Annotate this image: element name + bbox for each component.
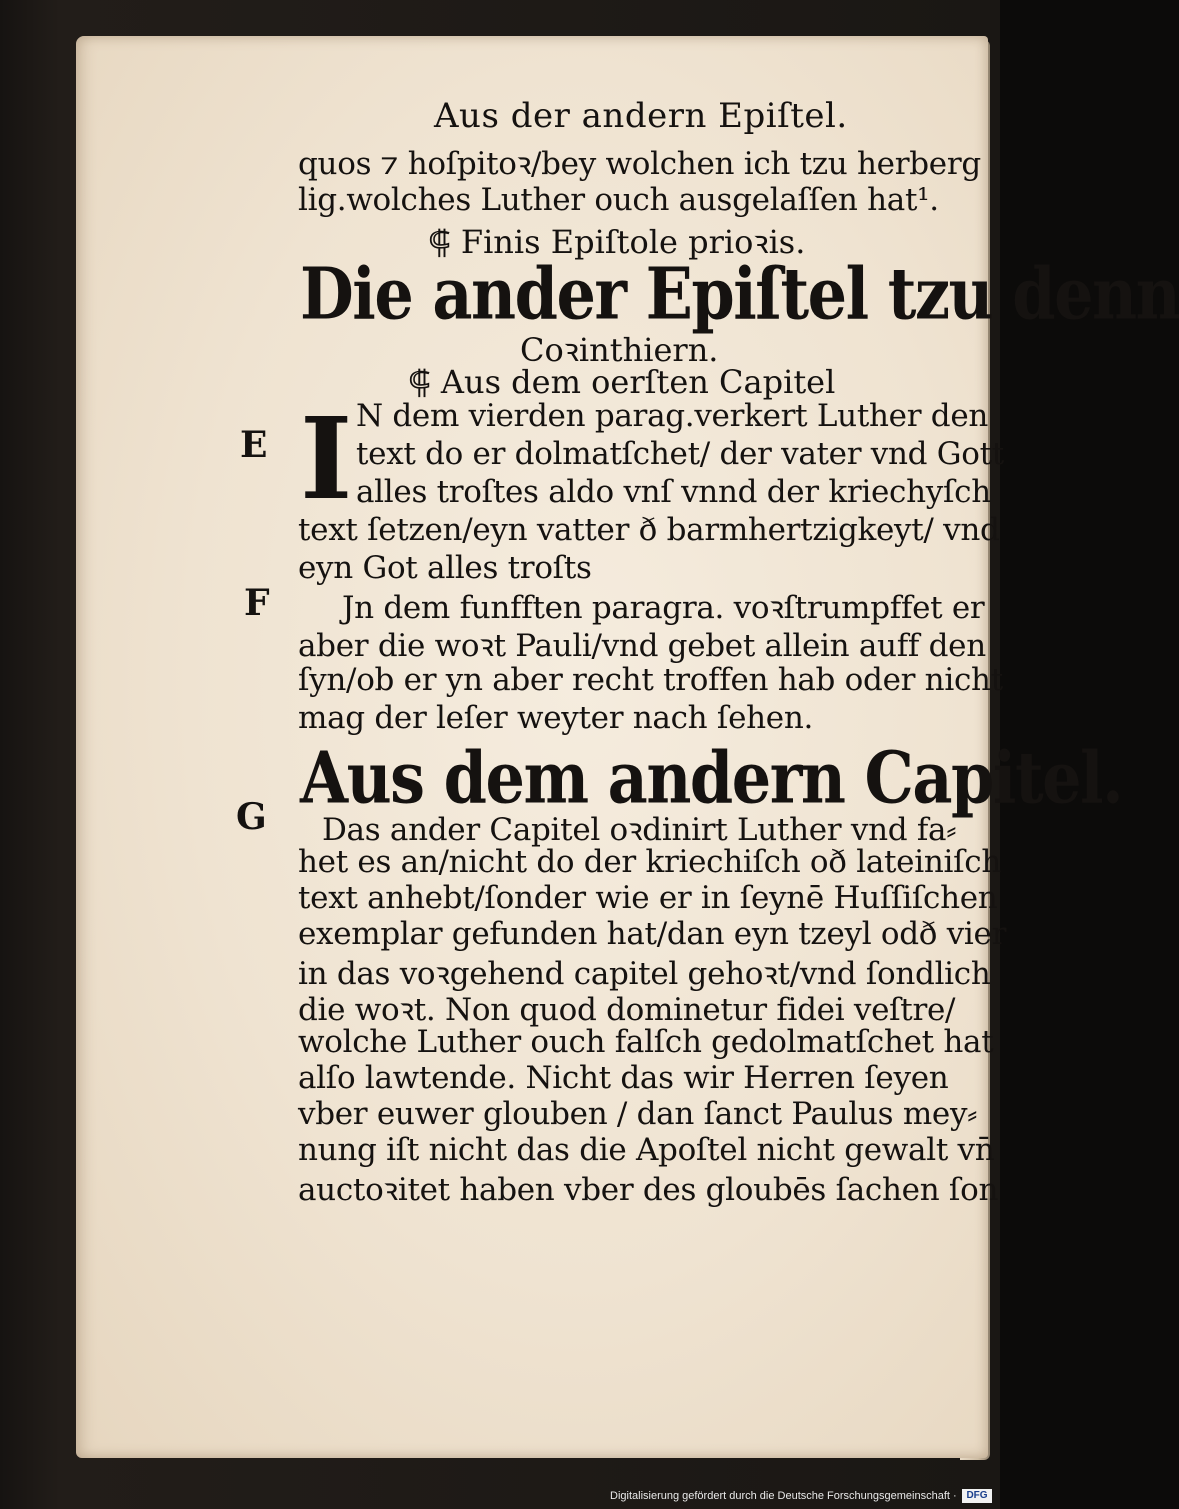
paragraph-line: het es an/nicht do der kriechiſch oð lateiniſch: [298, 844, 1002, 880]
paragraph-line: wolche Luther ouch falſch gedolmatſchet hat: [298, 1024, 994, 1060]
paragraph-line: in das voꝛgehend capitel gehoꝛt/vnd ſondlich: [298, 956, 991, 992]
paragraph-line: ſyn/ob er yn aber recht troffen hab oder nicht: [298, 662, 1003, 698]
dfg-logo: DFG: [962, 1489, 992, 1503]
main-title-subline: Coꝛinthiern.: [520, 331, 719, 369]
main-title: Die ander Epiſtel tzu denn: [300, 252, 1179, 336]
marginal-letter-g: G: [236, 796, 267, 838]
paragraph-line: mag der leſer weyter nach ſehen.: [298, 700, 814, 736]
paragraph-line: Das ander Capitel oꝛdinirt Luther vnd fa⸗: [322, 812, 957, 848]
paragraph-line: alles troſtes aldo vnſ vnnd der kriechyſch: [356, 474, 991, 510]
paragraph-line: eyn Got alles troſts: [298, 550, 592, 586]
paragraph-line: N dem vierden parag.verkert Luther den: [356, 398, 989, 434]
paragraph-line: alſo lawtende. Nicht das wir Herren ſeyen: [298, 1060, 949, 1096]
paragraph-line: exemplar gefunden hat/dan eyn tzeyl odð vier: [298, 916, 1007, 952]
paragraph-line: text anhebt/ſonder wie er in ſeynē Huſſiſchen: [298, 880, 998, 916]
paragraph-line: aber die woꝛt Pauli/vnd gebet allein auff den: [298, 628, 986, 664]
paragraph-line: auctoꝛitet haben vber des gloubēs ſachen ſon: [298, 1172, 999, 1208]
paragraph-line: text do er dolmatſchet/ der vater vnd Gott: [356, 436, 1004, 472]
paragraph-line: Jn dem funfften paragra. voꝛſtrumpffet er: [342, 590, 985, 626]
running-head: Aus der andern Epiſtel.: [434, 96, 848, 136]
paragraph-line: nung iſt nicht das die Apoſtel nicht gewalt vn̄: [298, 1132, 995, 1168]
chapter-heading-1: ⸿ Aus dem oerſten Capitel: [408, 363, 836, 401]
marginal-letter-f: F: [244, 582, 270, 624]
paragraph-line: vber euwer glouben / dan ſanct Paulus mey⸗: [298, 1096, 978, 1132]
marginal-letter-e: E: [240, 424, 268, 466]
intro-line: lig.wolches Luther ouch ausgelaſſen hat¹.: [298, 182, 939, 218]
chapter-heading-2: Aus dem andern Capitel.: [300, 736, 1123, 820]
intro-line: quos ⁊ hoſpitoꝛ/bey wolchen ich tzu herberg: [298, 146, 981, 182]
drop-cap: I: [300, 394, 353, 525]
footer-credit: Digitalisierung gefördert durch die Deutsche Forschungsgemeinschaft ·: [610, 1490, 957, 1502]
paragraph-line: die woꝛt. Non quod dominetur fidei veſtre/: [298, 992, 956, 1028]
finis-line: ⸿ Finis Epiſtole prioꝛis.: [428, 223, 806, 261]
paragraph-line: text ſetzen/eyn vatter ð barmhertzigkeyt/ vnd: [298, 512, 1000, 548]
